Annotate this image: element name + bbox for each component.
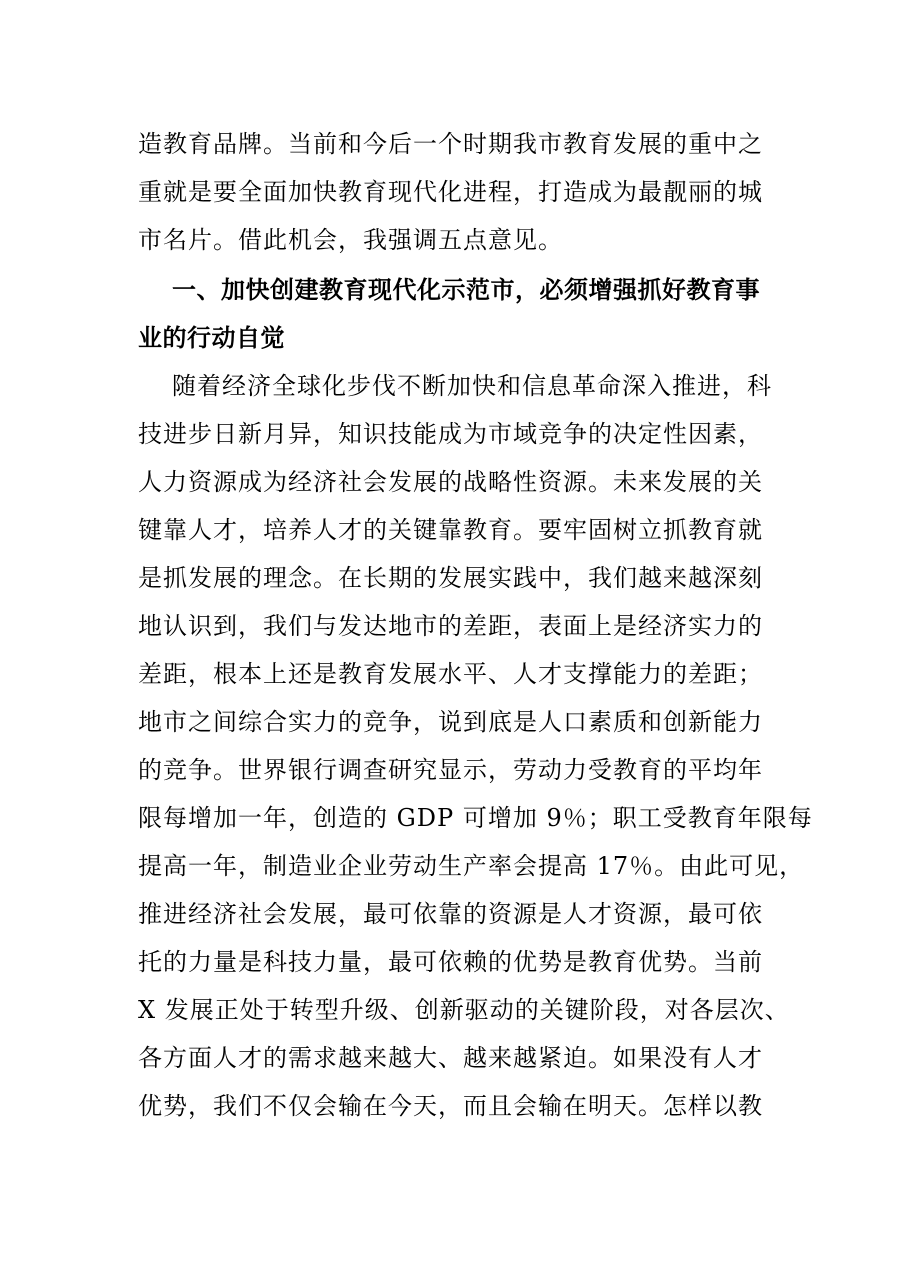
paragraph-line: 限每增加一年，创造的 GDP 可增加 9％；职工受教育年限每 xyxy=(138,804,813,832)
paragraph-line: 地市之间综合实力的竞争，说到底是人口素质和创新能力 xyxy=(138,708,763,736)
paragraph-line: 托的力量是科技力量，最可依赖的优势是教育优势。当前 xyxy=(138,948,763,976)
paragraph-line: 提高一年，制造业企业劳动生产率会提高 17％。由此可见， xyxy=(138,852,805,880)
section-heading-line: 一、加快创建教育现代化示范市，必须增强抓好教育事 xyxy=(172,276,760,304)
section-heading-line: 业的行动自觉 xyxy=(138,324,285,352)
paragraph-line: 人力资源成为经济社会发展的战略性资源。未来发展的关 xyxy=(138,468,763,496)
paragraph-line: 重就是要全面加快教育现代化进程，打造成为最靓丽的城 xyxy=(138,178,763,206)
paragraph-line: 各方面人才的需求越来越大、越来越紧迫。如果没有人才 xyxy=(138,1044,763,1072)
paragraph-line: 推进经济社会发展，最可依靠的资源是人才资源，最可依 xyxy=(138,900,763,928)
paragraph-line: X 发展正处于转型升级、创新驱动的关键阶段，对各层次、 xyxy=(138,996,790,1024)
paragraph-line: 造教育品牌。当前和今后一个时期我市教育发展的重中之 xyxy=(138,130,763,158)
paragraph-line: 市名片。借此机会，我强调五点意见。 xyxy=(138,226,563,254)
paragraph-line: 优势，我们不仅会输在今天，而且会输在明天。怎样以教 xyxy=(138,1092,763,1120)
paragraph-line: 技进步日新月异，知识技能成为市域竞争的决定性因素， xyxy=(138,420,763,448)
paragraph-line: 的竞争。世界银行调查研究显示，劳动力受教育的平均年 xyxy=(138,756,763,784)
paragraph-line: 键靠人才，培养人才的关键靠教育。要牢固树立抓教育就 xyxy=(138,516,763,544)
paragraph-line: 随着经济全球化步伐不断加快和信息革命深入推进，科 xyxy=(172,372,772,400)
paragraph-line: 差距，根本上还是教育发展水平、人才支撑能力的差距； xyxy=(138,660,763,688)
paragraph-line: 地认识到，我们与发达地市的差距，表面上是经济实力的 xyxy=(138,612,763,640)
paragraph-line: 是抓发展的理念。在长期的发展实践中，我们越来越深刻 xyxy=(138,564,763,592)
